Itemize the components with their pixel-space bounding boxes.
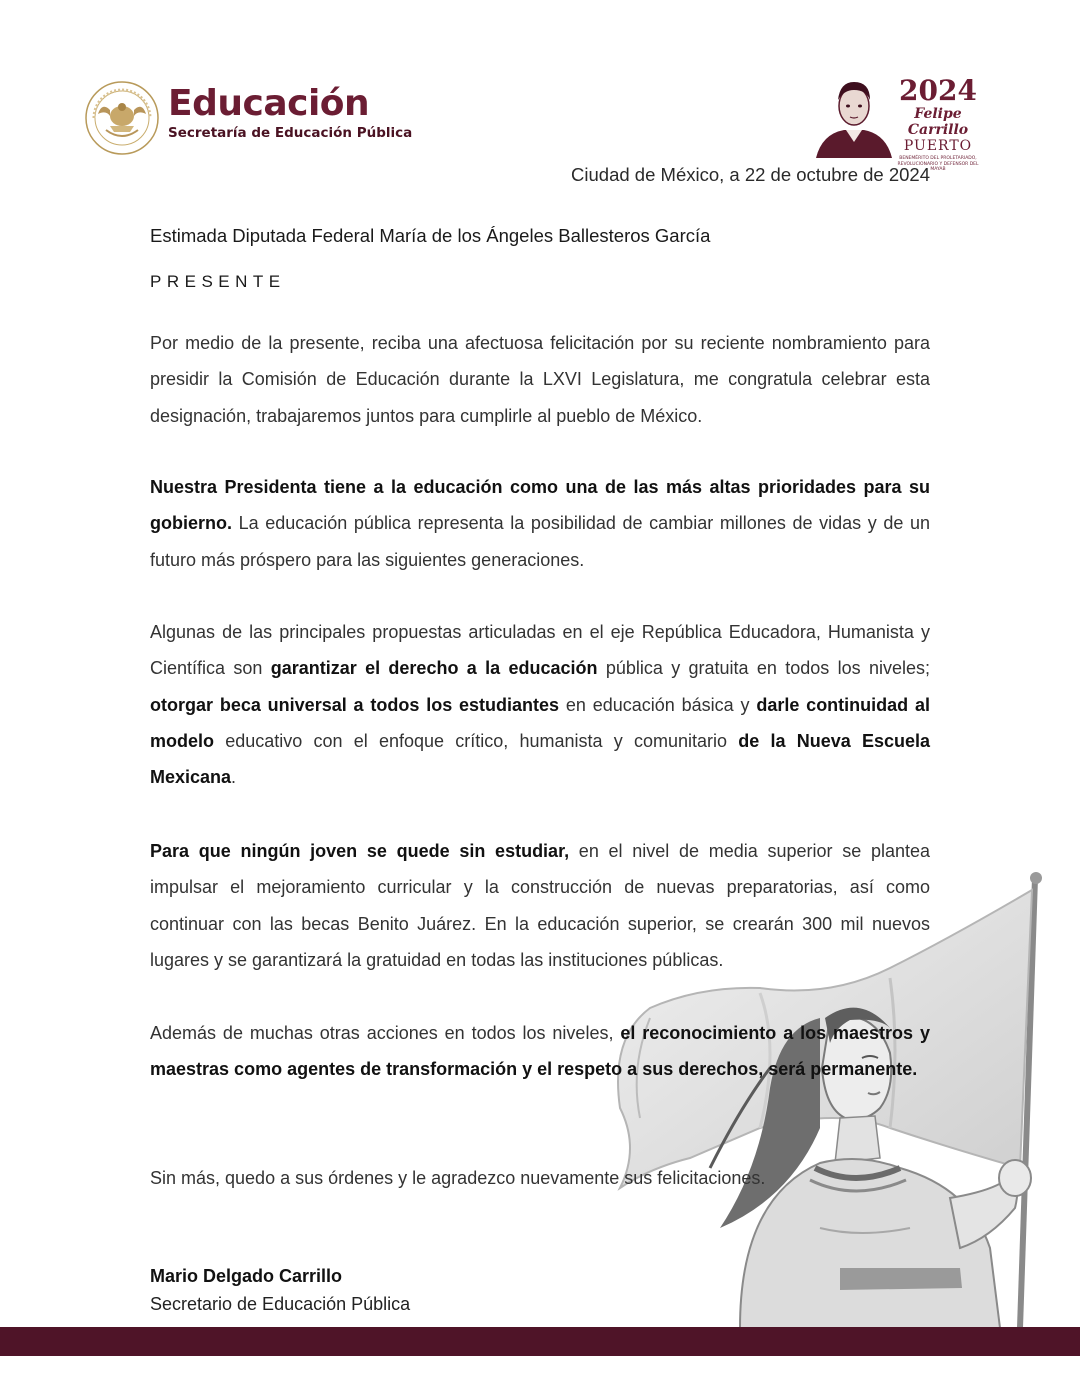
signer-name: Mario Delgado Carrillo bbox=[150, 1266, 343, 1286]
brand-title: Educación bbox=[168, 83, 370, 124]
paragraph-3-emphasis-d: otorgar beca universal a todos los estudiantes bbox=[150, 694, 560, 715]
paragraph-2-emphasis: Nuestra Presidenta tiene a la educación como una de las más altas prioridades para su gobierno. bbox=[150, 477, 930, 534]
paragraph-3-emphasis-h: de la Nueva Escuela Mexicana bbox=[150, 730, 930, 788]
dateline: Ciudad de México, a 22 de octubre de 2024 bbox=[571, 164, 930, 185]
national-seal-icon bbox=[84, 80, 160, 156]
paragraph-6: Sin más, quedo a sus órdenes y le agradezco nuevamente sus felicitaciones. bbox=[150, 1168, 766, 1188]
paragraph-4-text: en el nivel de media superior se plantea impulsar el mejoramiento curricular y la construcción de nuevas preparatorias, así como continuar con las becas Benito Juárez. En la educación superior, se crearán 300 mil nuevos lugares y se garantizará la gratuidad en todas las instituciones públicas. bbox=[150, 841, 930, 970]
paragraph-3-text-e: en educación básica y bbox=[559, 694, 757, 715]
paragraph-4 bbox=[150, 833, 930, 978]
year-name-line1: Felipe Carrillo bbox=[907, 106, 969, 138]
brand-block bbox=[168, 84, 412, 141]
year-text bbox=[892, 76, 984, 173]
paragraph-5-emphasis: el reconocimiento a los maestros y maestras como agentes de transformación y el respeto a sus derechos, será permanente. bbox=[150, 1023, 930, 1080]
year-number: 2024 bbox=[899, 74, 977, 107]
paragraph-3-text-g: educativo con el enfoque crítico, humanista y comunitario bbox=[214, 730, 739, 751]
signer-title: Secretario de Educación Pública bbox=[150, 1294, 411, 1314]
paragraph-2 bbox=[150, 469, 930, 578]
paragraph-3 bbox=[150, 614, 930, 795]
brand-subtitle: Secretaría de Educación Pública bbox=[168, 125, 413, 141]
portrait-icon bbox=[816, 72, 892, 158]
paragraph-2-text: La educación pública representa la posibilidad de cambiar millones de vidas y de un futuro más próspero para las siguientes generaciones. bbox=[150, 513, 930, 570]
paragraph-5-text: Además de muchas otras acciones en todos los niveles, bbox=[150, 1023, 621, 1043]
recipient: Estimada Diputada Federal María de los Ángeles Ballesteros García bbox=[150, 225, 711, 246]
footer-bar bbox=[0, 1327, 1080, 1356]
year-motto: BENEMÉRITO DEL PROLETARIADO, REVOLUCIONARIO Y DEFENSOR DEL MAYAB bbox=[897, 156, 979, 172]
paragraph-3-text-a: Algunas de las principales propuestas articuladas en el eje República Educadora, Humanista y Científica son bbox=[150, 622, 930, 679]
paragraph-1: Por medio de la presente, reciba una afectuosa felicitación por su reciente nombramiento para presidir la Comisión de Educación durante la LXVI Legislatura, me congratula celebrar esta designación, trabajaremos juntos para cumplirle al pueblo de México. bbox=[150, 333, 930, 426]
paragraph-3-text-i: . bbox=[231, 767, 237, 788]
year-logo bbox=[816, 72, 986, 172]
paragraph-4-emphasis: Para que ningún joven se quede sin estudiar, bbox=[150, 841, 570, 861]
year-name-line2: PUERTO bbox=[903, 138, 973, 154]
greeting: PRESENTE bbox=[150, 272, 286, 291]
paragraph-3-emphasis-b: garantizar el derecho a la educación bbox=[270, 658, 598, 679]
paragraph-5 bbox=[150, 1015, 930, 1088]
paragraph-3-emphasis-f: darle continuidad al modelo bbox=[150, 694, 931, 751]
paragraph-3-text-c: pública y gratuita en todos los niveles; bbox=[597, 658, 930, 679]
